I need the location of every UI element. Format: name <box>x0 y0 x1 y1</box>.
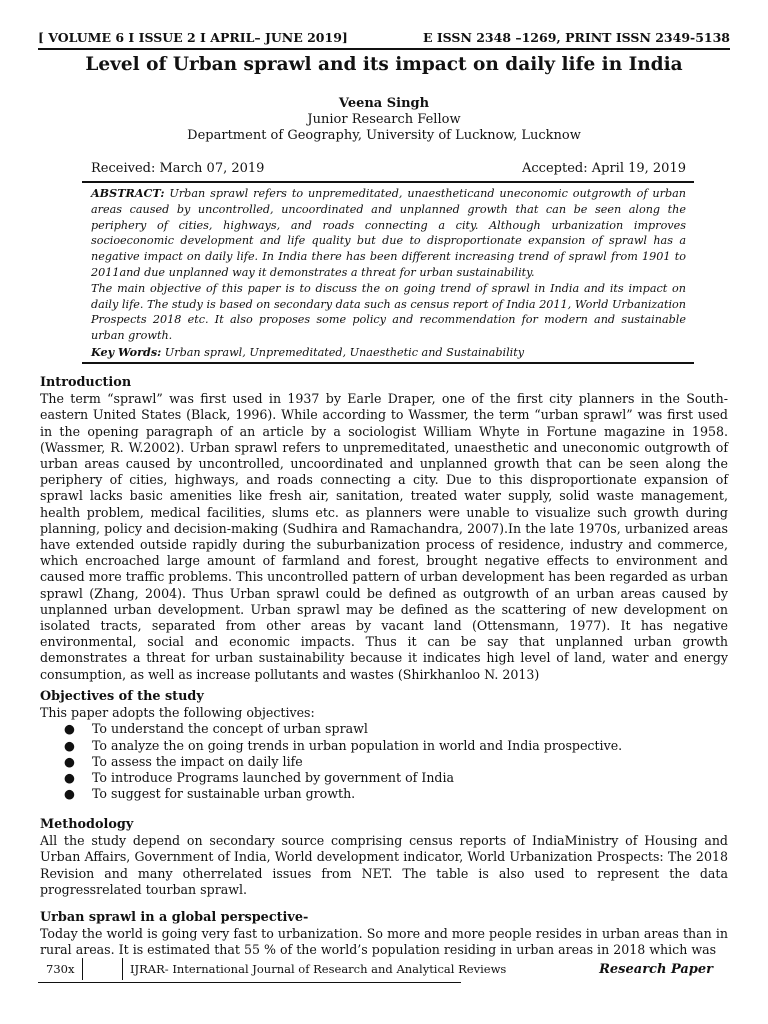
bullet-icon: ● <box>64 737 75 753</box>
abstract-paragraph-1 <box>91 186 686 281</box>
objectives-section <box>40 689 728 802</box>
objective-item <box>64 753 728 770</box>
objective-item <box>64 770 728 786</box>
author-department: Department of Geography, University of Lucknow, Lucknow <box>187 128 581 143</box>
keywords-text: Urban sprawl, Unpremeditated, Unaesthetic and Sustainability <box>161 346 525 359</box>
author-role: Junior Research Fellow <box>307 112 461 127</box>
objective-text: To introduce Programs launched by government of India <box>92 770 455 786</box>
keywords <box>91 345 686 359</box>
objective-text: To suggest for sustainable urban growth. <box>92 786 356 802</box>
objective-text: To assess the impact on daily life <box>92 753 303 769</box>
accepted-date: Accepted: April 19, 2019 <box>522 161 686 176</box>
objective-text: To analyze the on going trends in urban population in world and India prospective. <box>92 737 623 753</box>
footer-separator <box>122 958 123 980</box>
introduction-text: The term “sprawl” was first used in 1937 by Earle Draper, one of the first city planners in the South-eastern United States (Black, 1996). While according to Wassmer, the term “urban sprawl” was first used in the opening paragraph of an article by a sociologist William Whyte in Fortune magazine in 1958. (Wassmer, R. W.2002). Urban sprawl refers to unpremeditated, unaesthetic and uneconomic outgrowth of urban areas caused by uncontrolled, uncoordinated and unplanned growth that can be seen along the periphery of cities, highways, and roads connecting a city. Due to this disproportionate expansion of sprawl lacks basic amenities like fresh air, sanitation, treated water supply, solid waste management, health problem, medical facilities, slums etc. as planners were unable to visualize such growth during planning, policy and decision-making (Sudhira and Ramachandra, 2007).In the late 1970s, urbanized areas have extended outside rapidly during the suburbanization process of residence, industry and commerce, which encroached large amount of farmland and forest, brought negative effects to environment and caused more traffic problems. This uncontrolled pattern of urban development has been regarded as urban sprawl (Zhang, 2004). Thus Urban sprawl could be defined as outgrowth of an urban areas caused by unplanned urban development. Urban sprawl may be defined as the scattering of new development on isolated tracts, separated from other areas by vacant land (Ottensmann, 1977). It has negative environmental, social and economic impacts. Thus it can be say that unplanned urban growth demonstrates a threat for urban sustainability because it indicates high level of land, water and energy consumption, as well as increase pollutants and wastes (Shirkhanloo N. 2013) <box>40 391 728 682</box>
objective-item <box>64 721 728 737</box>
keywords-label: Key Words: <box>91 345 162 359</box>
author-name: Veena Singh <box>338 96 430 111</box>
methodology-heading: Methodology <box>40 817 134 832</box>
abstract <box>91 186 686 344</box>
global-perspective-section <box>40 910 728 959</box>
received-date: Received: March 07, 2019 <box>91 161 265 176</box>
methodology-text: All the study depend on secondary source comprising census reports of IndiaMinistry of Housing and Urban Affairs, Government of India, World development indicator, World Urbanization Prospects: The 2018 Revision and many otherrelated issues from NET. The table is also used to represent the data progressrelated tourban sprawl. <box>40 833 728 897</box>
objective-item <box>64 737 728 754</box>
abstract-text-1: Urban sprawl refers to unpremeditated, unaestheticand uneconomic outgrowth of urban areas caused by uncontrolled, uncoordinated and unplanned growth that can be seen along the periphery of cities, highways, and roads connecting a city. Although urbanization improves socioeconomic development and life quality but due to disproportionate expansion of sprawl has a negative impact on daily life. In India there has been different increasing trend of sprawl from 1901 to 2011and due unplanned way it demonstrates a threat for urban sustainability. <box>91 187 686 279</box>
objective-text: To understand the concept of urban sprawl <box>92 721 368 737</box>
methodology-section <box>40 817 728 898</box>
introduction-section <box>40 375 728 683</box>
objectives-list <box>40 721 728 802</box>
paper-title: Level of Urban sprawl and its impact on daily life in India <box>85 54 683 75</box>
introduction-heading: Introduction <box>40 375 132 390</box>
paper-type: Research Paper <box>599 962 713 977</box>
abstract-label: ABSTRACT: <box>91 186 165 200</box>
page-number: 730x <box>46 962 75 976</box>
footer-divider <box>38 982 461 983</box>
bullet-icon: ● <box>64 770 75 786</box>
abstract-top-rule <box>82 181 694 183</box>
global-text: Today the world is going very fast to urbanization. So more and more people resides in urban areas than in rural areas. It is estimated that 55 % of the world’s population residing in urban areas in 2018 which was <box>40 926 728 958</box>
header-divider <box>38 48 730 50</box>
page-footer <box>38 962 713 982</box>
journal-name: IJRAR- International Journal of Research and Analytical Reviews <box>130 962 507 976</box>
bullet-icon: ● <box>64 753 75 769</box>
objectives-heading: Objectives of the study <box>40 689 204 704</box>
issn-info: E ISSN 2348 –1269, PRINT ISSN 2349-5138 <box>422 30 730 45</box>
bullet-icon: ● <box>64 786 75 802</box>
abstract-paragraph-2: The main objective of this paper is to discuss the on going trend of sprawl in India and its impact on daily life. The study is based on secondary data such as census report of India 2011, World Urbanization Prospects 2018 etc. It also proposes some policy and recommendation for modern and sustainable urban growth. <box>91 281 686 343</box>
journal-header <box>38 30 730 48</box>
abstract-bottom-rule <box>82 362 694 364</box>
bullet-icon: ● <box>64 721 75 737</box>
objective-item <box>64 786 728 802</box>
objectives-intro: This paper adopts the following objectives: <box>40 705 315 721</box>
global-heading: Urban sprawl in a global perspective- <box>40 910 309 925</box>
volume-issue: [ VOLUME 6 I ISSUE 2 I APRIL– JUNE 2019] <box>38 30 348 45</box>
footer-separator <box>82 958 83 980</box>
